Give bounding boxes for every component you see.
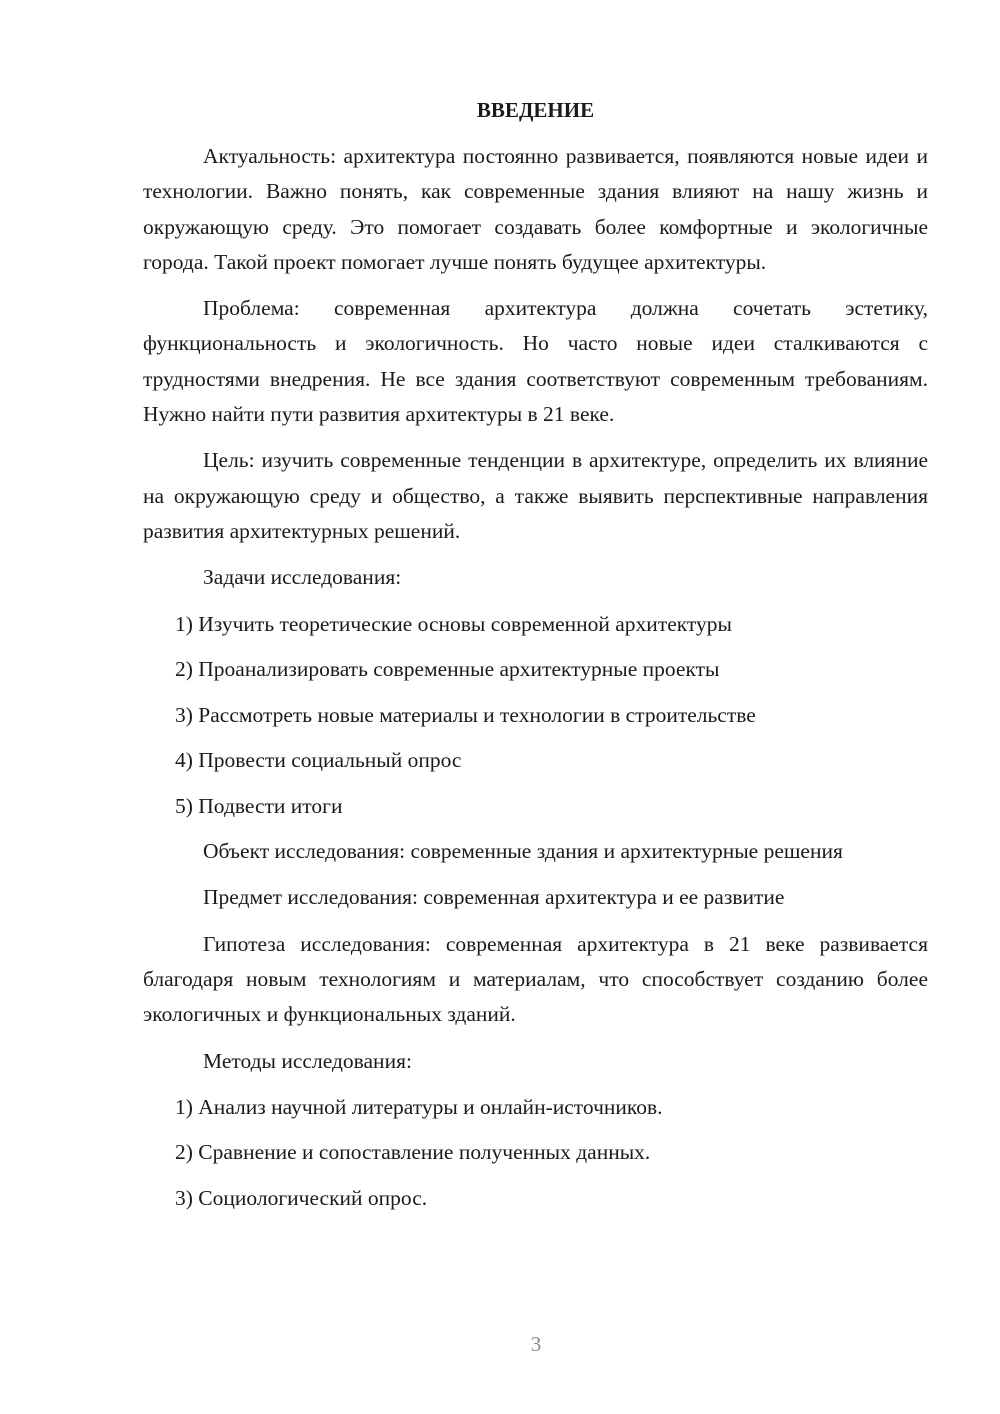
hypothesis-paragraph: Гипотеза исследования: современная архитектура в 21 веке развивается благодаря новым технологиям и материалам, что способствует созданию более экологичных и функциональных зданий. [143,931,928,1027]
subject-paragraph: Предмет исследования: современная архитектура и ее развитие [203,885,785,910]
page-content [143,95,928,1226]
object-paragraph: Объект исследования: современные здания и архитектурные решения [203,839,843,864]
method-item: 3) Социологический опрос. [175,1185,428,1210]
task-item: 1) Изучить теоретические основы современной архитектуры [175,611,732,636]
task-item: 5) Подвести итоги [175,793,343,818]
method-item: 1) Анализ научной литературы и онлайн-источников. [175,1094,663,1119]
problem-paragraph: Проблема: современная архитектура должна сочетать эстетику, функциональность и экологичность. Но часто новые идеи сталкиваются с трудностями внедрения. Не все здания соответствуют современным требованиям. Нужно найти пути развития архитектуры в 21 веке. [143,296,928,427]
method-item: 2) Сравнение и сопоставление полученных данных. [175,1140,651,1165]
task-item: 2) Проанализировать современные архитектурные проекты [175,657,720,682]
section-title: ВВЕДЕНИЕ [476,98,595,122]
page-number: 3 [530,1332,542,1356]
relevance-paragraph: Актуальность: архитектура постоянно развивается, появляются новые идеи и технологии. Важно понять, как современные здания влияют на нашу жизнь и окружающую среду. Это помогает создавать более комфортные и экологичные города. Такой проект помогает лучше понять будущее архитектуры. [143,144,928,274]
task-item: 3) Рассмотреть новые материалы и технологии в строительстве [175,702,756,727]
methods-list [143,1090,928,1216]
task-item: 4) Провести социальный опрос [175,748,462,773]
tasks-heading: Задачи исследования: [203,565,402,590]
tasks-list [143,607,928,824]
goal-paragraph: Цель: изучить современные тенденции в архитектуре, определить их влияние на окружающую среду и общество, а также выявить перспективные направления развития архитектурных решений. [143,448,928,543]
methods-heading: Методы исследования: [203,1048,412,1073]
